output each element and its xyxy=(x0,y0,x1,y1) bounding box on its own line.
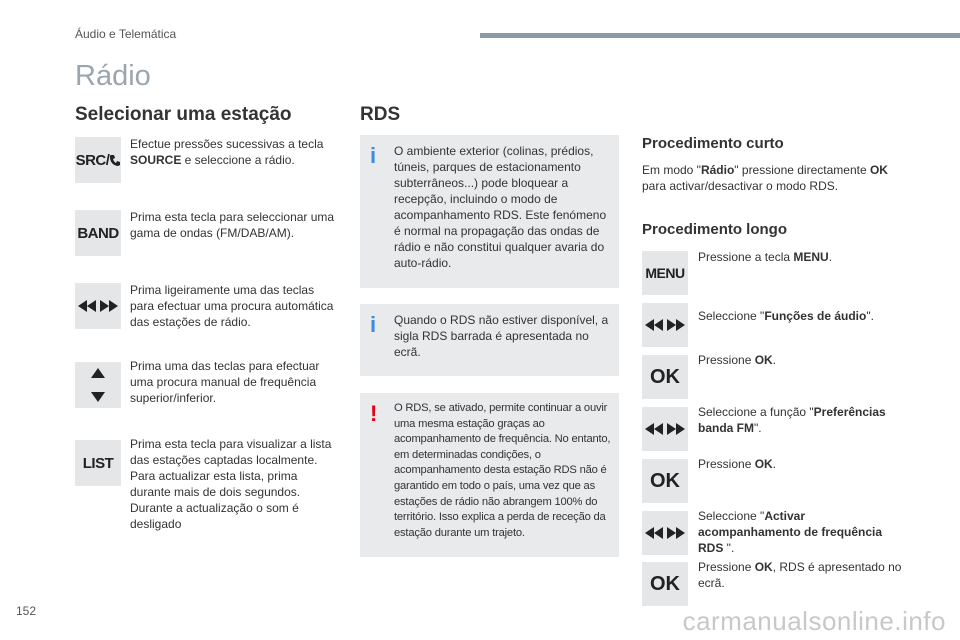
info-icon: i xyxy=(370,143,377,168)
rds-warning-text: O RDS, se ativado, permite continuar a ouvir uma mesma estação graças ao acompanhamento de frequência. No entanto, em determinadas condições, o acompanhamento desta estação RDS não é garantido em todo o país, uma vez que as estações de rádio não abrangem 100% do território. Isso explica a perda de receção da estação durante um trajeto. xyxy=(394,402,611,539)
rds-heading: RDS xyxy=(360,104,401,125)
band-key-icon xyxy=(75,210,121,256)
section-label: Áudio e Telemática xyxy=(75,27,177,41)
band-key-label: BAND xyxy=(77,224,119,242)
warning-icon: ! xyxy=(370,401,378,426)
list-description: Prima esta tecla para visualizar a lista das estações captadas localmente. Para actualizar esta lista, prima durante mais de dois segundos. Durante a actualização o som é desligado xyxy=(130,437,332,531)
short-procedure-text: Em modo "Rádio" pressione directamente OK para activar/desactivar o modo RDS. xyxy=(642,163,888,193)
rds-info-box-unavailable xyxy=(360,304,619,376)
watermark: carmanualsonline.info xyxy=(682,606,946,636)
ok-key-icon xyxy=(642,459,688,503)
step-audio-functions-text: Seleccione "Funções de áudio". xyxy=(698,309,874,323)
ok-key-icon xyxy=(642,355,688,399)
ok-key-label: OK xyxy=(650,469,680,492)
ok-key-label: OK xyxy=(650,572,680,595)
menu-key-icon xyxy=(642,251,688,295)
manual-seek-description: Prima uma das teclas para efectuar uma procura manual de frequência superior/inferior. xyxy=(130,359,320,405)
step-ok-text-2: Pressione OK. xyxy=(698,457,777,471)
page-number: 152 xyxy=(16,604,37,618)
step-ok-text-3: Pressione OK, RDS é apresentado no ecrã. xyxy=(698,560,902,590)
rds-info-text-environment: O ambiente exterior (colinas, prédios, túneis, parques de estacionamento subterrâneos...) pode bloquear a recepção, incluindo o modo de acompanhamento RDS. Este fenómeno é normal na propagação das ondas de rádio e não constitui qualquer avaria do auto-rádio. xyxy=(394,144,607,270)
src-phone-key-icon xyxy=(75,137,121,183)
menu-key-label: MENU xyxy=(645,265,685,281)
step-activate-rds-text: Seleccione "Activar acompanhamento de frequência RDS ". xyxy=(698,509,883,555)
step-menu-text: Pressione a tecla MENU. xyxy=(698,250,833,264)
seek-arrows-icon xyxy=(642,511,688,555)
src-key-label: SRC/ xyxy=(75,151,110,169)
list-key-label: LIST xyxy=(82,454,114,472)
long-procedure-heading: Procedimento longo xyxy=(642,221,788,238)
short-procedure-heading: Procedimento curto xyxy=(642,135,784,152)
auto-seek-description: Prima ligeiramente uma das teclas para efectuar uma procura automática das estações de rádio. xyxy=(130,283,334,329)
list-key-icon xyxy=(75,440,121,486)
up-down-arrows-icon xyxy=(75,362,121,408)
seek-arrows-icon xyxy=(642,407,688,451)
select-source-description: Efectue pressões sucessivas a tecla SOURCE e seleccione a rádio. xyxy=(130,137,324,167)
step-ok-text-1: Pressione OK. xyxy=(698,353,777,367)
band-description: Prima esta tecla para seleccionar uma gama de ondas (FM/DAB/AM). xyxy=(130,210,335,240)
rds-info-box-environment xyxy=(360,135,619,288)
ok-key-icon xyxy=(642,562,688,606)
phone-icon xyxy=(109,154,120,167)
left-heading: Selecionar uma estação xyxy=(75,104,292,125)
ok-key-label: OK xyxy=(650,365,680,388)
step-fm-preferences-text: Seleccione a função "Preferências banda FM". xyxy=(698,405,886,435)
seek-arrows-icon xyxy=(642,303,688,347)
info-icon: i xyxy=(370,312,377,337)
header-divider-bar xyxy=(480,33,960,38)
rds-info-text-unavailable: Quando o RDS não estiver disponível, a sigla RDS barrada é apresentada no ecrã. xyxy=(394,313,609,359)
seek-arrows-icon xyxy=(75,283,121,329)
rds-warning-box xyxy=(360,393,619,557)
page-title: Rádio xyxy=(75,60,151,92)
